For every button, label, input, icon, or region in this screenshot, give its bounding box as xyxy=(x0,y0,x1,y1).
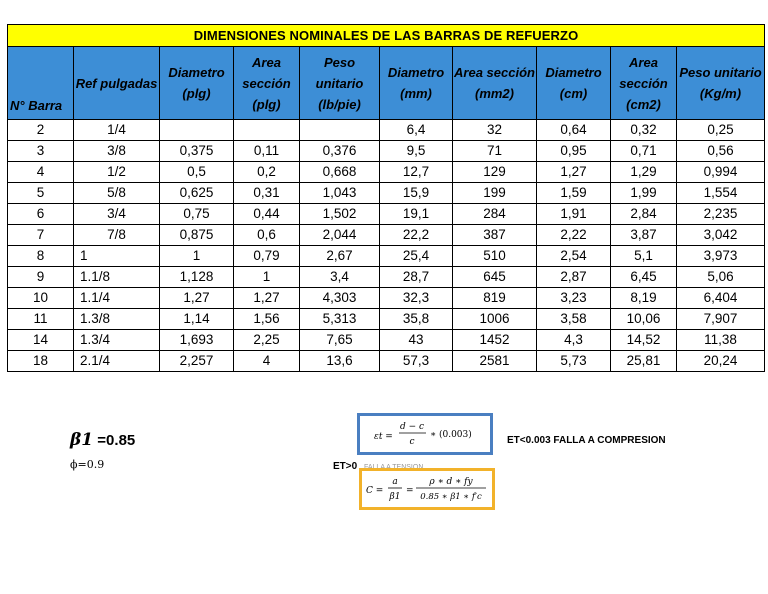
strain-formula xyxy=(360,416,490,452)
table-cell: 22,2 xyxy=(380,225,453,246)
table-cell: 2.1/4 xyxy=(74,351,160,372)
table-cell: 25,4 xyxy=(380,246,453,267)
table-cell: 1,27 xyxy=(234,288,300,309)
table-cell: 6,404 xyxy=(677,288,765,309)
rebar-dimensions-table-container xyxy=(7,24,764,372)
column-header: Area sección (plg) xyxy=(234,47,300,120)
table-cell: 43 xyxy=(380,330,453,351)
table-row xyxy=(8,204,765,225)
table-cell: 0,11 xyxy=(234,141,300,162)
table-cell: 0,6 xyxy=(234,225,300,246)
table-cell xyxy=(160,120,234,141)
table-cell: 284 xyxy=(453,204,537,225)
table-cell: 0,79 xyxy=(234,246,300,267)
column-header: Ref pulgadas xyxy=(74,47,160,120)
table-cell: 0,668 xyxy=(300,162,380,183)
c-formula-eq: = xyxy=(406,486,414,496)
table-cell: 11,38 xyxy=(677,330,765,351)
table-cell: 2,044 xyxy=(300,225,380,246)
table-cell: 0,25 xyxy=(677,120,765,141)
table-cell: 35,8 xyxy=(380,309,453,330)
table-cell: 2,67 xyxy=(300,246,380,267)
column-header: Area sección (mm2) xyxy=(453,47,537,120)
table-cell: 0,875 xyxy=(160,225,234,246)
column-header: Peso unitario (lb/pie) xyxy=(300,47,380,120)
table-cell: 199 xyxy=(453,183,537,204)
table-cell: 2,87 xyxy=(537,267,611,288)
column-header: N° Barra xyxy=(8,47,74,120)
table-cell: 1,91 xyxy=(537,204,611,225)
strain-formula-denominator: c xyxy=(409,437,415,447)
table-cell: 19,1 xyxy=(380,204,453,225)
table-cell: 0,64 xyxy=(537,120,611,141)
table-row xyxy=(8,309,765,330)
table-cell: 6,4 xyxy=(380,120,453,141)
table-row xyxy=(8,120,765,141)
c-formula-num1: a xyxy=(392,477,398,487)
table-cell: 12,7 xyxy=(380,162,453,183)
table-cell: 1,502 xyxy=(300,204,380,225)
table-cell: 3,4 xyxy=(300,267,380,288)
table-cell: 71 xyxy=(453,141,537,162)
table-cell: 1,128 xyxy=(160,267,234,288)
table-cell: 1.1/8 xyxy=(74,267,160,288)
table-cell: 14 xyxy=(8,330,74,351)
c-formula-den2: 0.85 ∗ β1 ∗ f′c xyxy=(420,492,482,502)
table-cell: 1/4 xyxy=(74,120,160,141)
table-cell: 20,24 xyxy=(677,351,765,372)
table-row xyxy=(8,246,765,267)
c-formula-num2: ρ ∗ d ∗ fy xyxy=(429,477,473,487)
table-cell: 2,84 xyxy=(611,204,677,225)
table-cell: 5,313 xyxy=(300,309,380,330)
table-cell: 57,3 xyxy=(380,351,453,372)
beta-number: =0.85 xyxy=(97,432,136,449)
table-cell: 1,554 xyxy=(677,183,765,204)
c-formula xyxy=(362,471,492,507)
table-cell: 28,7 xyxy=(380,267,453,288)
c-formula-den1: β1 xyxy=(389,492,401,502)
table-cell: 8 xyxy=(8,246,74,267)
table-cell: 9,5 xyxy=(380,141,453,162)
table-cell: 3 xyxy=(8,141,74,162)
table-cell: 18 xyxy=(8,351,74,372)
table-cell: 15,9 xyxy=(380,183,453,204)
table-cell: 3,23 xyxy=(537,288,611,309)
column-header: Diametro (cm) xyxy=(537,47,611,120)
table-cell: 1/2 xyxy=(74,162,160,183)
c-formula-lhs: C = xyxy=(366,486,384,496)
c-formula-box xyxy=(359,468,495,510)
table-cell: 6 xyxy=(8,204,74,225)
table-cell: 8,19 xyxy=(611,288,677,309)
table-cell: 0,95 xyxy=(537,141,611,162)
table-cell: 7,907 xyxy=(677,309,765,330)
compression-note: ET<0.003 FALLA A COMPRESION xyxy=(507,435,666,446)
column-header: Area sección (cm2) xyxy=(611,47,677,120)
table-cell: 1 xyxy=(160,246,234,267)
table-cell: 4,3 xyxy=(537,330,611,351)
table-cell: 3,58 xyxy=(537,309,611,330)
column-header: Diametro (mm) xyxy=(380,47,453,120)
table-row xyxy=(8,267,765,288)
table-cell: 1452 xyxy=(453,330,537,351)
table-cell: 32 xyxy=(453,120,537,141)
strain-formula-lhs: εt = xyxy=(374,432,393,442)
strain-formula-rhs: ∗ (0.003) xyxy=(430,430,472,440)
table-cell: 819 xyxy=(453,288,537,309)
table-cell: 2,257 xyxy=(160,351,234,372)
table-cell: 1,043 xyxy=(300,183,380,204)
table-cell: 3/8 xyxy=(74,141,160,162)
table-cell: 5/8 xyxy=(74,183,160,204)
table-cell: 1 xyxy=(74,246,160,267)
table-cell: 0,2 xyxy=(234,162,300,183)
table-cell: 11 xyxy=(8,309,74,330)
table-cell: 0,32 xyxy=(611,120,677,141)
table-cell: 1,56 xyxy=(234,309,300,330)
table-cell: 1.1/4 xyxy=(74,288,160,309)
table-cell: 3/4 xyxy=(74,204,160,225)
table-cell: 2 xyxy=(8,120,74,141)
table-cell: 1.3/8 xyxy=(74,309,160,330)
tension-note-label: ET>0 xyxy=(333,461,358,472)
table-cell: 0,5 xyxy=(160,162,234,183)
table-cell: 1,693 xyxy=(160,330,234,351)
table-cell: 7,65 xyxy=(300,330,380,351)
table-cell: 5 xyxy=(8,183,74,204)
table-cell: 1,99 xyxy=(611,183,677,204)
table-row xyxy=(8,141,765,162)
table-row xyxy=(8,351,765,372)
table-cell: 14,52 xyxy=(611,330,677,351)
table-cell: 1006 xyxy=(453,309,537,330)
table-cell: 3,042 xyxy=(677,225,765,246)
strain-formula-numerator: d − c xyxy=(399,422,425,432)
table-cell: 4,303 xyxy=(300,288,380,309)
table-cell: 1,27 xyxy=(537,162,611,183)
table-row xyxy=(8,225,765,246)
table-row xyxy=(8,330,765,351)
table-cell: 129 xyxy=(453,162,537,183)
table-cell: 645 xyxy=(453,267,537,288)
table-cell: 0,44 xyxy=(234,204,300,225)
table-cell: 10,06 xyxy=(611,309,677,330)
table-cell: 5,1 xyxy=(611,246,677,267)
rebar-dimensions-table xyxy=(7,24,765,372)
table-cell: 1,59 xyxy=(537,183,611,204)
table-cell: 7 xyxy=(8,225,74,246)
table-cell: 2,25 xyxy=(234,330,300,351)
table-cell: 387 xyxy=(453,225,537,246)
table-cell: 0,31 xyxy=(234,183,300,204)
table-header-row xyxy=(8,47,765,120)
table-cell: 3,87 xyxy=(611,225,677,246)
table-row xyxy=(8,288,765,309)
table-cell: 9 xyxy=(8,267,74,288)
beta-value xyxy=(70,430,135,450)
table-cell: 1,29 xyxy=(611,162,677,183)
beta-symbol: β1 xyxy=(70,430,94,450)
table-cell: 2,235 xyxy=(677,204,765,225)
table-cell xyxy=(300,120,380,141)
table-cell: 32,3 xyxy=(380,288,453,309)
table-cell: 1,27 xyxy=(160,288,234,309)
table-cell: 0,71 xyxy=(611,141,677,162)
table-cell: 2,54 xyxy=(537,246,611,267)
table-cell: 1,14 xyxy=(160,309,234,330)
table-cell: 4 xyxy=(234,351,300,372)
table-cell: 0,375 xyxy=(160,141,234,162)
table-cell: 0,994 xyxy=(677,162,765,183)
table-cell: 6,45 xyxy=(611,267,677,288)
table-cell: 10 xyxy=(8,288,74,309)
table-cell: 1.3/4 xyxy=(74,330,160,351)
table-cell: 4 xyxy=(8,162,74,183)
table-cell: 0,376 xyxy=(300,141,380,162)
table-cell: 0,625 xyxy=(160,183,234,204)
table-body xyxy=(8,120,765,372)
phi-value: ϕ=0.9 xyxy=(70,458,105,471)
table-cell: 2581 xyxy=(453,351,537,372)
table-cell: 1 xyxy=(234,267,300,288)
table-cell: 5,73 xyxy=(537,351,611,372)
table-cell: 13,6 xyxy=(300,351,380,372)
table-row xyxy=(8,162,765,183)
table-cell: 7/8 xyxy=(74,225,160,246)
table-title: DIMENSIONES NOMINALES DE LAS BARRAS DE REFUERZO xyxy=(8,25,765,47)
column-header: Peso unitario (Kg/m) xyxy=(677,47,765,120)
table-cell: 0,75 xyxy=(160,204,234,225)
strain-formula-box xyxy=(357,413,493,455)
table-cell: 25,81 xyxy=(611,351,677,372)
table-row xyxy=(8,183,765,204)
table-cell: 0,56 xyxy=(677,141,765,162)
column-header: Diametro (plg) xyxy=(160,47,234,120)
table-cell: 510 xyxy=(453,246,537,267)
table-cell: 5,06 xyxy=(677,267,765,288)
table-cell xyxy=(234,120,300,141)
table-cell: 3,973 xyxy=(677,246,765,267)
table-cell: 2,22 xyxy=(537,225,611,246)
